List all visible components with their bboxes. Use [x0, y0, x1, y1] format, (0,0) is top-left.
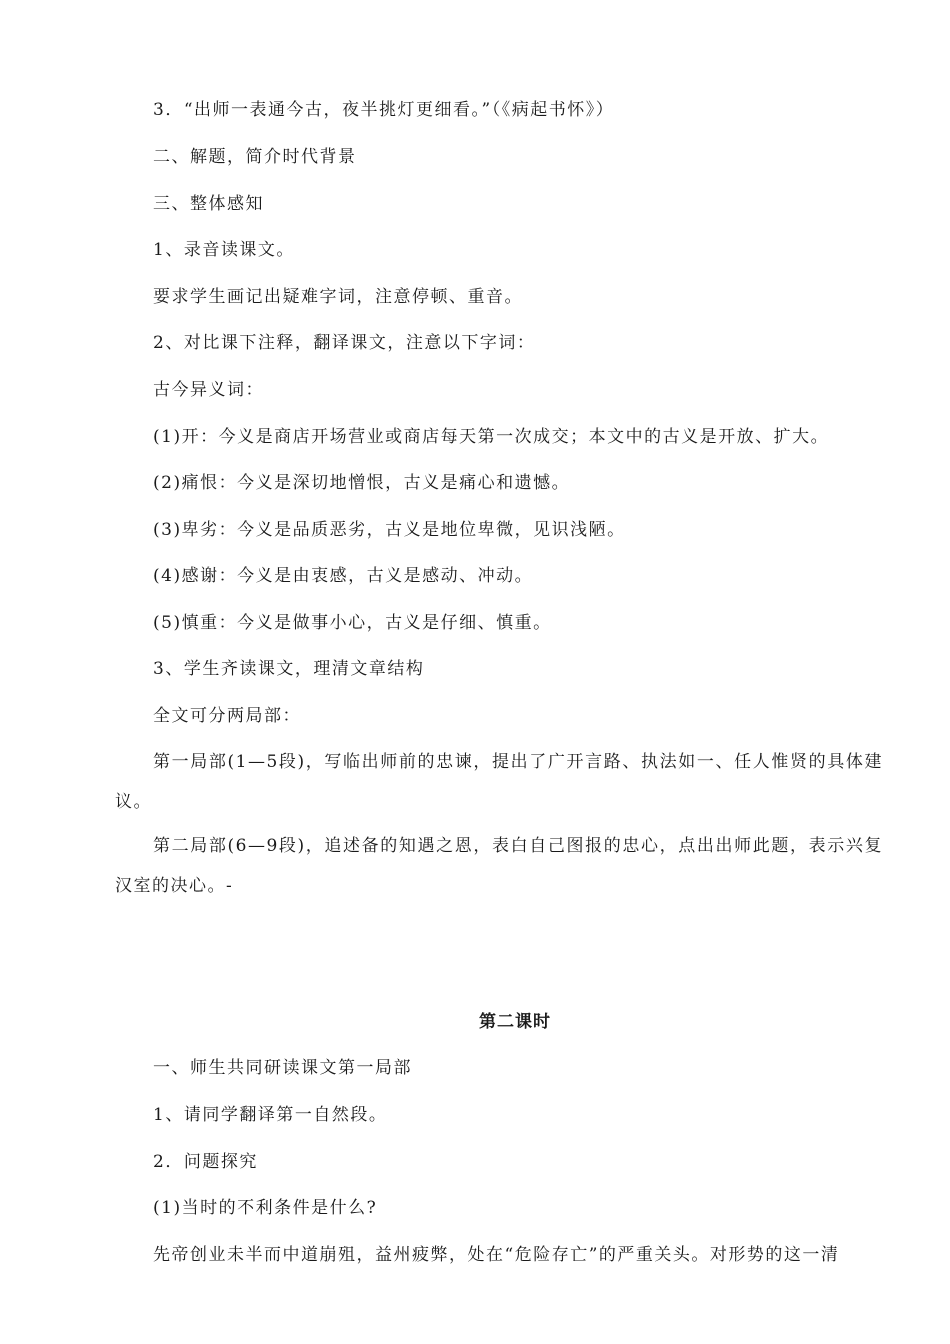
- step-translate-first: 1、请同学翻译第一自然段。: [153, 1105, 388, 1125]
- step-listen-note: 要求学生画记出疑难字词，注意停顿、重音。: [153, 287, 523, 307]
- section-heading-study: 一、师生共同研读课文第一局部: [153, 1058, 412, 1078]
- step-listen-reading: 1、录音读课文。: [153, 240, 295, 260]
- step-inquiry: 2．问题探究: [153, 1152, 258, 1172]
- quote-line: 3．“出师一表通今古，夜半挑灯更细看。”（《病起书怀》）: [153, 100, 615, 120]
- section-heading-overview: 三、整体感知: [153, 194, 264, 214]
- lesson-two-title: 第二课时: [479, 1012, 551, 1032]
- step-translate: 2、对比课下注释，翻译课文，注意以下字词：: [153, 333, 536, 353]
- part-one-paragraph: 第一局部(1—5段)，写临出师前的忠谏，提出了广开言路、执法如一、任人惟贤的具体建议。: [115, 752, 883, 812]
- word-item: (4)感谢：今义是由衷感，古义是感动、冲动。: [153, 566, 534, 586]
- part-two-paragraph: 第二局部(6—9段)，追述备的知遇之恩，表白自己图报的忠心，点出出师此题，表示兴复汉室的决心。-: [115, 836, 883, 896]
- question-item: (1)当时的不利条件是什么?: [153, 1198, 378, 1218]
- word-item: (2)痛恨：今义是深切地憎恨，古义是痛心和遗憾。: [153, 473, 571, 493]
- section-heading-background: 二、解题，简介时代背景: [153, 147, 357, 167]
- word-item: (1)开：今义是商店开场营业或商店每天第一次成交；本文中的古义是开放、扩大。: [153, 427, 830, 447]
- ancient-modern-label: 古今异义词：: [153, 380, 264, 400]
- structure-intro: 全文可分两局部：: [153, 706, 301, 726]
- word-item: (5)慎重：今义是做事小心，古义是仔细、慎重。: [153, 613, 552, 633]
- step-structure: 3、学生齐读课文，理清文章结构: [153, 659, 425, 679]
- word-item: (3)卑劣：今义是品质恶劣，古义是地位卑微，见识浅陋。: [153, 520, 626, 540]
- answer-text: 先帝创业未半而中道崩殂，益州疲弊，处在“危险存亡”的严重关头。对形势的这一清: [153, 1245, 840, 1265]
